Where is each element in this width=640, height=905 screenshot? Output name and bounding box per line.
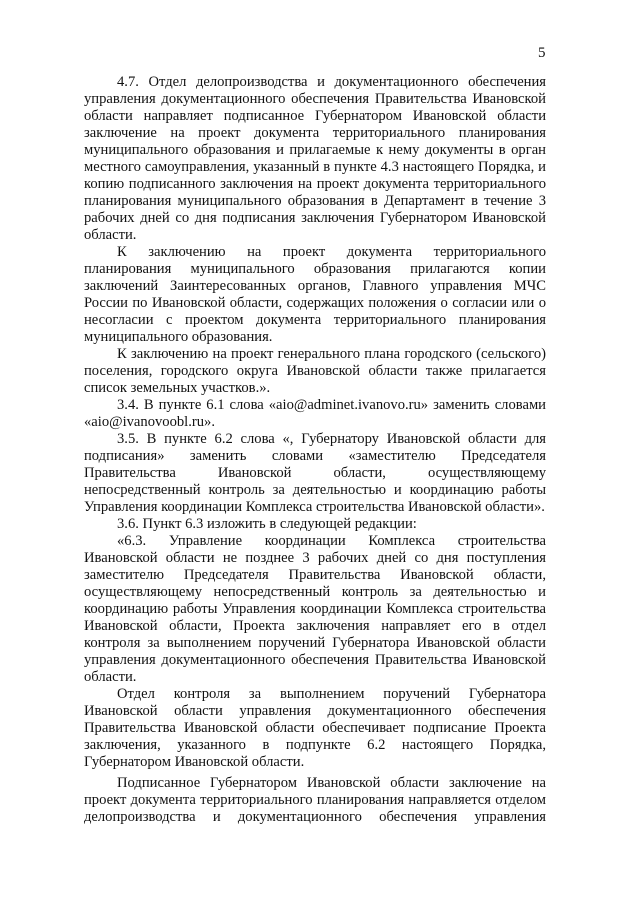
text-line: координацию работы Управления координации Комплекса строительства [84,601,546,617]
text-line: К заключению на проект документа территориального [117,244,546,260]
text-line: местного самоуправления, указанный в пункте 4.3 настоящего Порядка, и [84,159,546,175]
text-line: Ивановской области не позднее 3 рабочих дней со дня поступления [84,550,546,566]
text-line: осуществляющему непосредственный контроль за деятельностью и [84,584,546,600]
text-line: заключение на проект документа территориального планирования [84,125,546,141]
text-line: области. [84,669,137,685]
text-line: заместителю Председателя Правительства Ивановской области, [84,567,546,583]
text-line: поселения, городского округа Ивановской области также прилагается [84,363,546,379]
text-line: Губернатором Ивановской области. [84,754,305,770]
text-line: Управления координации Комплекса строительства Ивановской области». [84,499,545,515]
page-number: 5 [538,45,546,61]
text-line: 4.7. Отдел делопроизводства и документационного обеспечения [117,74,546,90]
text-line: копию подписанного заключения на проект документа территориального [84,176,546,192]
text-line: контроля за выполнением поручений Губернатора Ивановской области [84,635,546,651]
text-line: планирования муниципального образования прилагаются копии [84,261,546,277]
text-line: Ивановской области, Проекта заключения направляет его в отдел [84,618,546,634]
text-line: непосредственный контроль за деятельностью и координацию работы [84,482,546,498]
text-line: Отдел контроля за выполнением поручений Губернатора [117,686,546,702]
text-line: 3.6. Пункт 6.3 изложить в следующей редакции: [117,516,417,532]
text-line: муниципального образования. [84,329,273,345]
text-line: 3.5. В пункте 6.2 слова «, Губернатору Ивановской области для [117,431,546,447]
text-line: Правительства Ивановской области, осуществляющему [84,465,546,481]
text-line: проект документа территориального планирования направляется отделом [84,792,546,808]
text-line: заключения, указанного в подпункте 6.2 настоящего Порядка, [84,737,546,753]
text-line: управления документационного обеспечения Правительства Ивановской [84,652,546,668]
text-line: список земельных участков.». [84,380,271,396]
text-line: рабочих дней со дня подписания заключения Губернатором Ивановской [84,210,546,226]
text-line: управления документационного обеспечения Правительства Ивановской [84,91,546,107]
text-line: планирования муниципального образования в Департамент в течение 3 [84,193,546,209]
text-line: 3.4. В пункте 6.1 слова «aio@adminet.ivanovo.ru» заменить словами [117,397,546,413]
text-line: «aio@ivanovoobl.ru». [84,414,215,430]
text-line: делопроизводства и документационного обеспечения управления [84,809,546,825]
text-line: несогласии с проектом документа территориального планирования [84,312,546,328]
text-line: К заключению на проект генерального плана городского (сельского) [117,346,546,362]
text-line: области направляет подписанное Губернатором Ивановской области [84,108,546,124]
text-line: подписания» заменить словами «заместителю Председателя [84,448,546,464]
text-line: заключений Заинтересованных органов, Главного управления МЧС [84,278,546,294]
text-line: Подписанное Губернатором Ивановской области заключение на [117,775,546,791]
text-line: Правительства Ивановской области обеспечивает подписание Проекта [84,720,546,736]
text-line: Ивановской области управления документационного обеспечения [84,703,546,719]
text-line: России по Ивановской области, содержащих положения о согласии или о [84,295,546,311]
text-line: «6.3. Управление координации Комплекса строительства [117,533,546,549]
text-line: области. [84,227,137,243]
text-line: муниципального образования и прилагаемые к нему документы в орган [84,142,546,158]
